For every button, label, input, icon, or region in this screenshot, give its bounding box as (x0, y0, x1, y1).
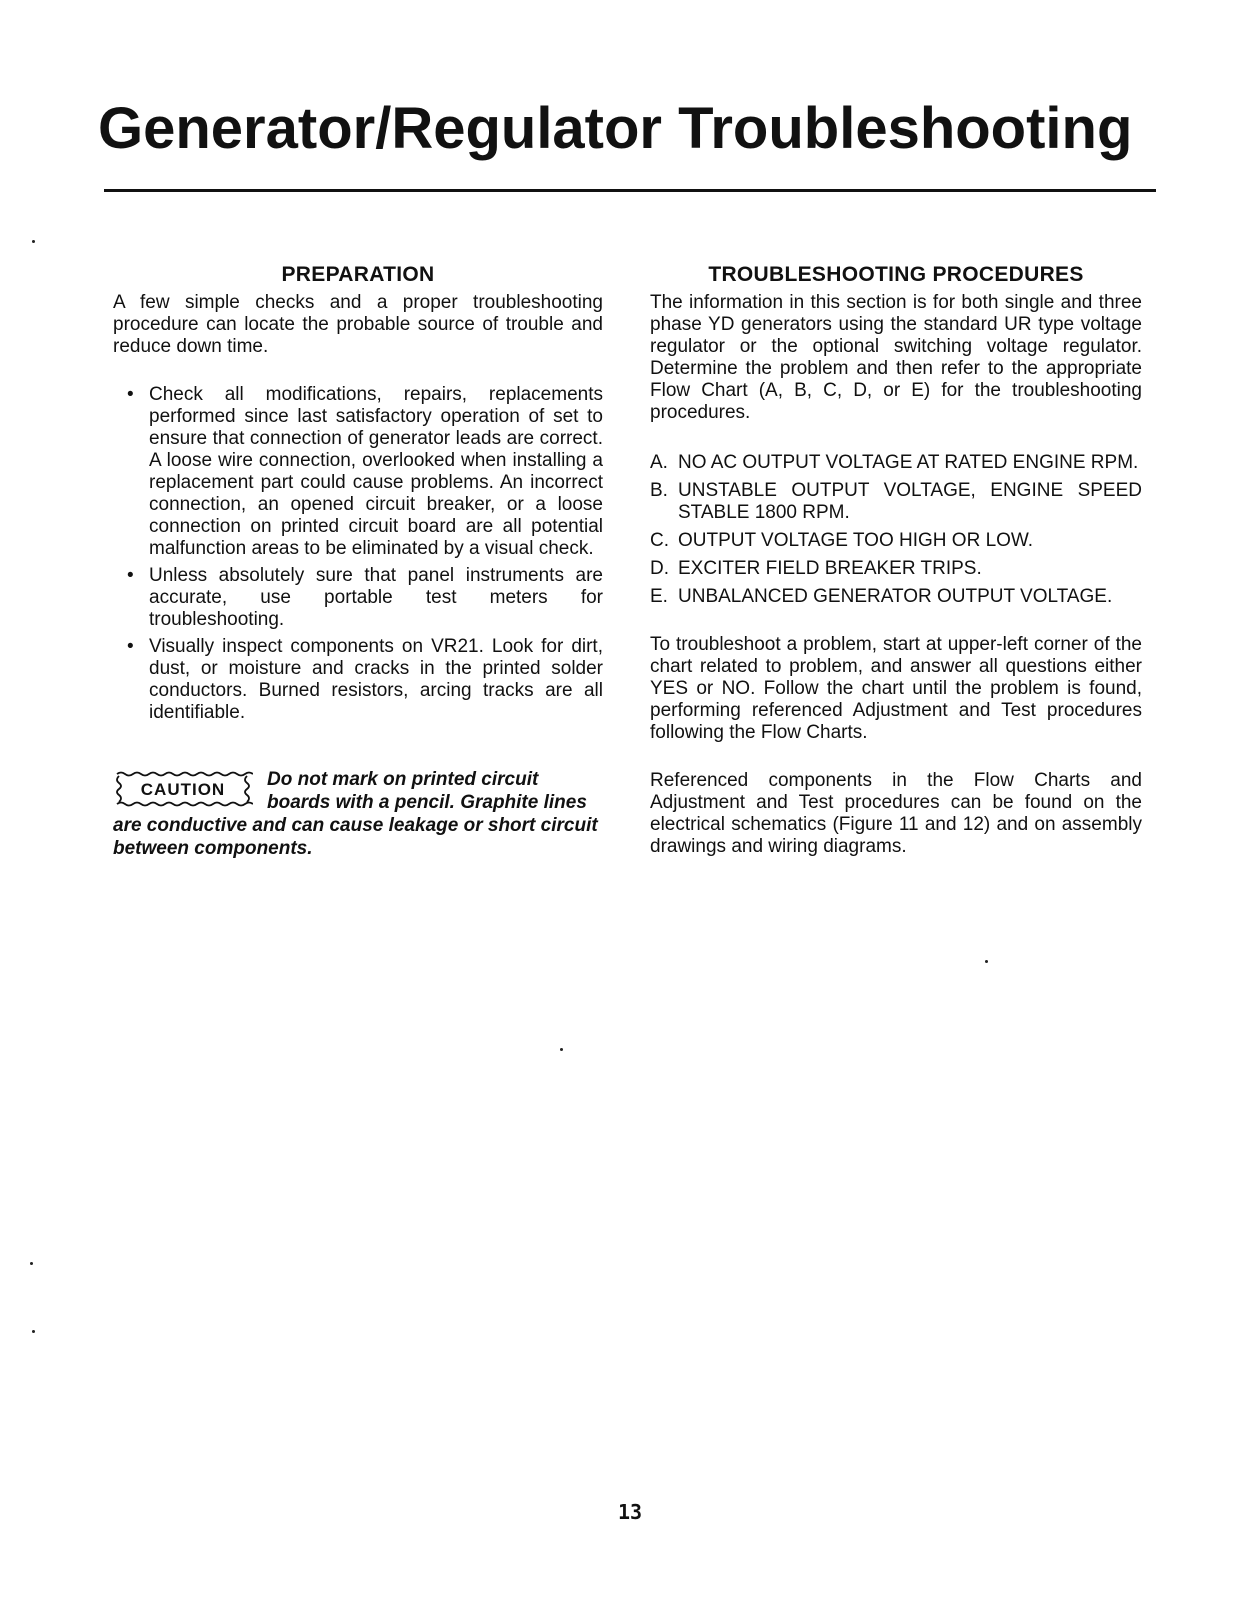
procedures-heading: TROUBLESHOOTING PROCEDURES (708, 263, 1084, 286)
preparation-heading: PREPARATION (281, 263, 435, 286)
bullet-icon: • (127, 565, 134, 586)
list-item-text: Unless absolutely sure that panel instruments are accurate, use portable test meters for troubleshooting. (149, 565, 603, 630)
list-item (650, 558, 1142, 580)
caution-notice (113, 768, 603, 860)
references-paragraph: Referenced components in the Flow Charts and Adjustment and Test procedures can be found on the electrical schematics (Figure 11 and 12) and on assembly drawings and wiring diagrams. (650, 770, 1142, 857)
bullet-icon: • (127, 384, 134, 405)
how-to-paragraph: To troubleshoot a problem, start at upper-left corner of the chart related to problem, and answer all questions either YES or NO. Follow the chart until the problem is found, performing referenced Adjustment and Test procedures following the Flow Charts. (650, 634, 1142, 743)
title-rule (104, 189, 1156, 192)
problem-list (650, 452, 1142, 608)
list-item-text: OUTPUT VOLTAGE TOO HIGH OR LOW. (678, 530, 1034, 551)
caution-badge (113, 770, 253, 808)
list-item (113, 384, 603, 560)
list-item (650, 530, 1142, 552)
list-item-text: NO AC OUTPUT VOLTAGE AT RATED ENGINE RPM. (678, 452, 1139, 473)
list-item-text: Check all modifications, repairs, replacements performed since last satisfactory operation of set to ensure that connection of generator leads are correct. A loose wire connection, overlooked when installing a replacement part could cause problems. An incorrect connection, an opened circuit breaker, or a loose connection on printed circuit board are all potential malfunction areas to be eliminated by a visual check. (149, 384, 603, 559)
caution-text: Do not mark on printed circuit boards with a pencil. Graphite lines are conductive and can cause leakage or short circuit between components. (113, 769, 598, 859)
list-item-letter: E. (650, 586, 668, 607)
page-title: Generator/Regulator Troubleshooting (98, 96, 1133, 161)
list-item-letter: D. (650, 558, 669, 579)
list-item-text: Visually inspect components on VR21. Look for dirt, dust, or moisture and cracks in the printed solder conductors. Burned resistors, arcing tracks are all identifiable. (149, 636, 603, 723)
bullet-icon: • (127, 636, 134, 657)
preparation-column (113, 262, 603, 860)
scan-speck (985, 960, 988, 963)
list-item-text: EXCITER FIELD BREAKER TRIPS. (678, 558, 982, 579)
list-item-text: UNBALANCED GENERATOR OUTPUT VOLTAGE. (678, 586, 1113, 607)
scan-speck (30, 1262, 33, 1265)
list-item (113, 636, 603, 724)
list-item-text: UNSTABLE OUTPUT VOLTAGE, ENGINE SPEED STABLE 1800 RPM. (678, 480, 1142, 523)
preparation-checklist (113, 384, 603, 724)
scan-speck (32, 1330, 35, 1333)
list-item (650, 586, 1142, 608)
list-item-letter: C. (650, 530, 669, 551)
list-item (650, 480, 1142, 524)
page-number: 13 (617, 1500, 643, 1524)
scan-speck (32, 240, 35, 243)
caution-label: CAUTION (140, 780, 226, 799)
list-item (113, 565, 603, 631)
list-item (650, 452, 1142, 474)
list-item-letter: A. (650, 452, 668, 473)
procedures-column (650, 262, 1142, 858)
scan-speck (560, 1048, 563, 1051)
preparation-intro: A few simple checks and a proper troubleshooting procedure can locate the probable source of trouble and reduce down time. (113, 292, 603, 357)
list-item-letter: B. (650, 480, 668, 501)
procedures-intro: The information in this section is for both single and three phase YD generators using the standard UR type voltage regulator or the optional switching voltage regulator. Determine the problem and then refer to the appropriate Flow Chart (A, B, C, D, or E) for the troubleshooting procedures. (650, 292, 1142, 423)
